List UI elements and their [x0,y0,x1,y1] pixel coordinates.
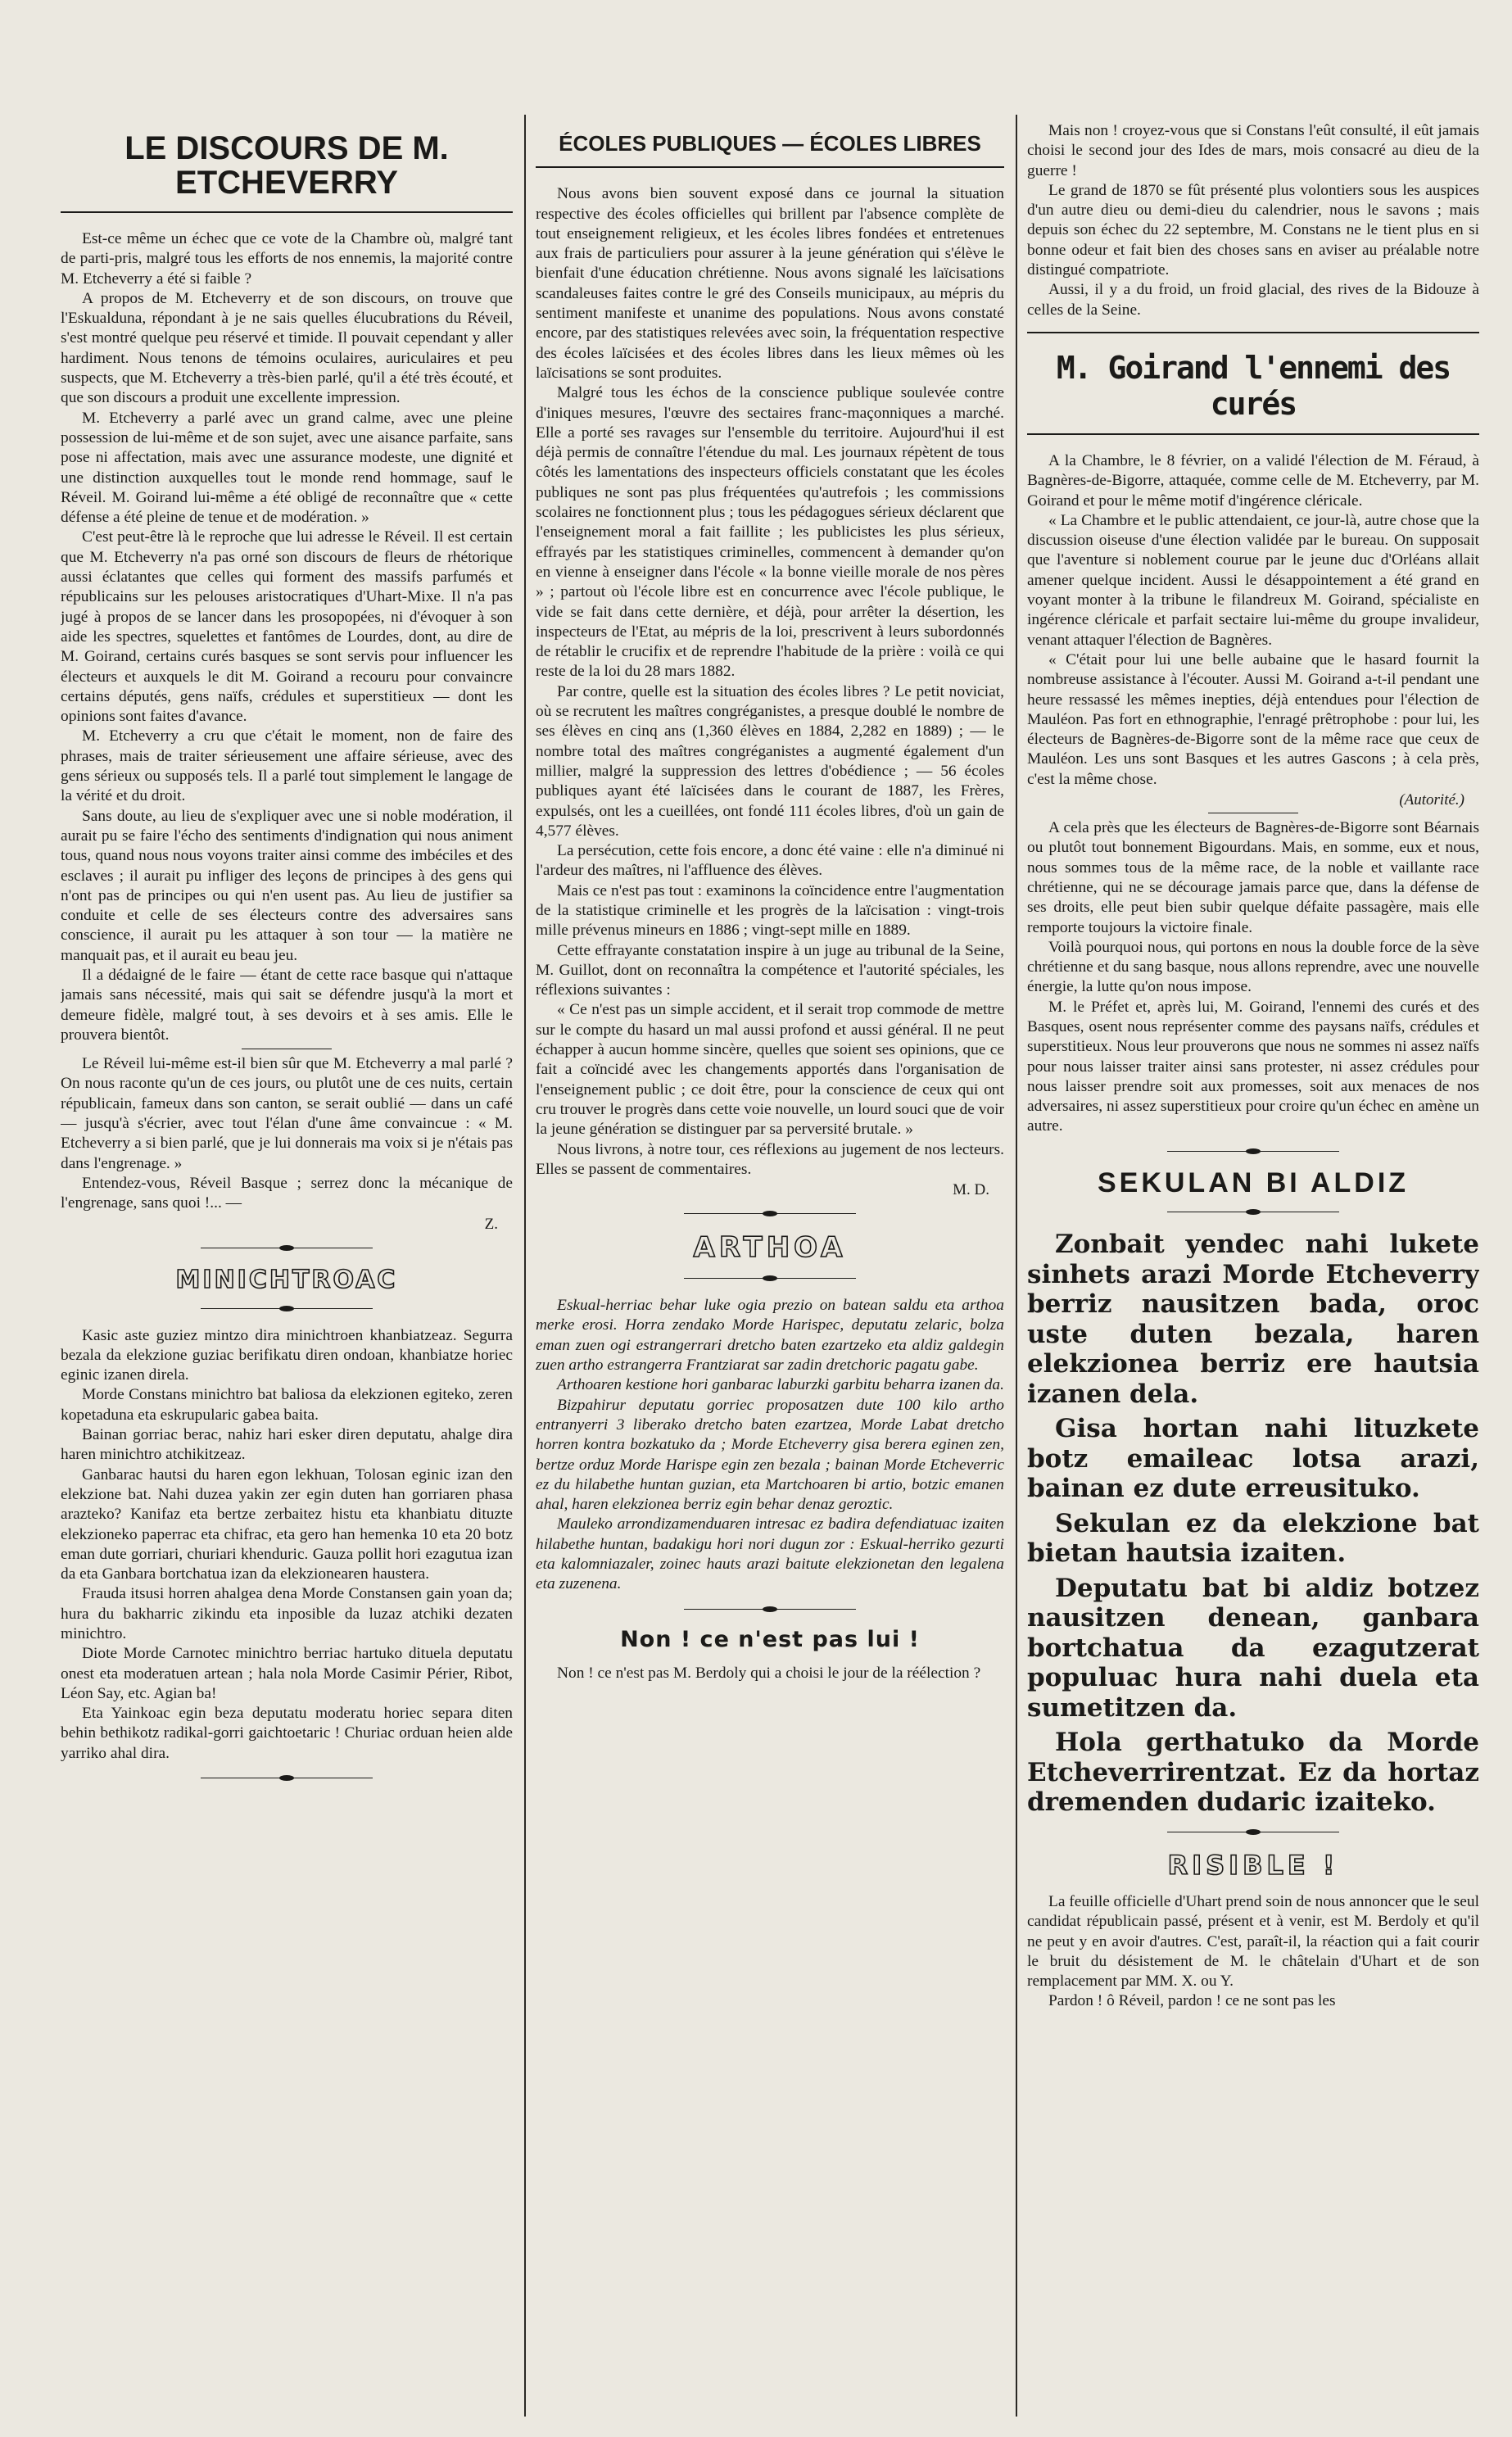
paragraph: M. Etcheverry a parlé avec un grand calme, avec une pleine possession de lui-même et de son sujet, avec une aisance parfaite, sans pose ni affectation, mais avec une assurance modeste, une dignité et une distinction auxquelles tout le monde rend hommage, sauf le Réveil. M. Goirand lui-même a été obligé de reconnaître que « cette défense a été pleine de tenue et de modération. » [61,409,513,527]
ornament-divider [201,1306,373,1311]
column-rule-left [524,115,526,2417]
article-title-ecoles: ÉCOLES PUBLIQUES — ÉCOLES LIBRES [559,131,981,156]
article-title-discours: LE DISCOURS DE M. ETCHEVERRY [124,130,449,201]
paragraph: Nous avons bien souvent exposé dans ce journal la situation respective des écoles officielles qui brillent par l'absence complète de tout enseignement religieux, et les écoles libres fondées et entretenues aux frais de particuliers pour assurer à la jeune génération qui s'élève le bienfait d'une éducation chrétienne. Nous avons signalé les laïcisations scandaleuses faites contre le gré des Conseils municipaux, au mépris du sentiment manifeste et unanime des populations. Nous avons constaté encore, par des statistiques relevées avec soin, la fréquentation respective des écoles laïcisées et des écoles libres dans les lieux mêmes où les laïcisations se sont produites. [536,185,1004,382]
ornament-divider [684,1606,856,1612]
paragraph: M. le Préfet et, après lui, M. Goirand, l'ennemi des curés et des Basques, osent nous représenter comme des paysans naïfs, crédules et superstitieux. Nous leur prouverons que nous ne sommes ni assez naïfs pour nous laisser traiter ainsi sans protester, ni assez crédules pour nous laisser prendre soit aux promesses, soit aux menaces de nos adversaires, ni assez superstitieux pour croire qu'un échec en amène un autre. [1027,998,1479,1135]
paragraph: A la Chambre, le 8 février, on a validé l'élection de M. Féraud, à Bagnères-de-Bigorre, attaquée, comme celle de M. Etcheverry, par M. Goirand et pour le même motif d'ingérence cléricale. [1027,451,1479,510]
paragraph: Diote Morde Carnotec minichtro berriac hartuko dituela deputatu onest eta moderatuen artean ; hala nola Morde Casimir Périer, Ribot, Léon Say, etc. Agian ba! [61,1645,513,1702]
paragraph: Sans doute, au lieu de s'expliquer avec une si noble modération, il aurait pu se faire l'écho des sentiments d'indignation qui nous animent tous, quand nous nous voyons traiter ainsi comme des imbéciles et des esclaves ; il aurait pu infliger des leçons de principes à des gens qui n'ont pas de principes ou qui n'en usent pas. Au lieu de justifier sa conduite et celle de ses électeurs contre des adversaires sans conscience, il aurait pu les attaquer à son tour — la matière ne manquait pas, et il aurait eu beau jeu. [61,807,513,964]
ornament-divider [1167,1148,1339,1154]
column-1 [61,115,513,1796]
title-rule [536,166,1004,168]
article-title-sekulan: SEKULAN BI ALDIZ [1097,1166,1410,1198]
paragraph: Eta Yainkoac egin beza deputatu moderatu horiec separa diten behin bethikotz radikal-gorri gaichtoetaric ! Churiac orduan heien alde yarriko ahal dira. [61,1705,513,1762]
big-paragraph: Gisa hortan nahi lituzkete botz emaileac lotsa arazi, bainan ez dute erreusituko. [1027,1414,1479,1504]
paragraph: « Ce n'est pas un simple accident, et il serait trop commode de mettre sur le compte du hasard un mal aussi profond et aussi général. Il ne peut échapper à aucun homme sincère, quelles que soient ses opinions, que ce fait a coïncidé avec les changements apportés dans l'organisation de l'enseignement public ; ce doit être, pour la conscience de ceux qui ont cru trouver le progrès dans cette voie nouvelle, un lourd souci que de voir la jeune génération se distinguer par sa perversité brutale. » [536,1001,1004,1139]
column-rule-right [1016,115,1017,2417]
paragraph: Nous livrons, à notre tour, ces réflexions au jugement de nos lecteurs. Elles se passent de commentaires. [536,1140,1004,1178]
paragraph: Mais non ! croyez-vous que si Constans l'eût consulté, il eût jamais choisi le second jour des Ides de mars, mois consacré au dieu de la guerre ! [1027,122,1479,179]
paragraph: Le grand de 1870 se fût présenté plus volontiers sous les auspices d'un autre dieu ou demi-dieu du calendrier, nous le savons ; mais depuis son échec du 22 septembre, M. Constans ne le tient plus en si bonne odeur et fait bien des choses sans en aviser au préalable notre distingué compatriote. [1027,181,1479,279]
paragraph: Morde Constans minichtro bat baliosa da elekzionen egiteko, zeren kopetaduna eta eskrupularic gabea baita. [61,1386,513,1424]
paragraph: Bainan gorriac berac, nahiz hari esker diren deputatu, ahalge dira haren minichtro atchikitzeaz. [61,1426,513,1464]
ornament-divider [201,1245,373,1251]
signature: Z. [484,1215,498,1233]
paragraph: Cette effrayante constatation inspire à un juge au tribunal de la Seine, M. Guillot, dont on reconnaîtra la compétence et l'autorité spéciales, les réflexions suivantes : [536,941,1004,999]
section-rule [1027,332,1479,333]
column-2 [536,115,1004,1683]
paragraph: Mauleko arrondizamenduaren intresac ez badira defendiatuac izaiten hilabethe huntan, badakigu hori nori dugun zor : Eskual-herriko gezurti eta kalomniazaler, zoinec hauts arazi baitute elekzionetan den legalena eta zuzenena. [536,1515,1004,1593]
paragraph: Pardon ! ô Réveil, pardon ! ce ne sont pas les [1048,1992,1336,2010]
paragraph: Bizpahirur deputatu gorriec proposatzen dute 100 kilo artho entranyerri 3 liberako dretcho baten ezartzea, Morde Labat dretcho horren kontra bozkatuko da ; Morde Etcheverry gisa berera eginen zen, bertze orduz Morde Harispe egin zen bezala ; bainan Morde Etcheverric ez du hilabethe huntan guzian, eta Martchoaren bi artio, botzic emanen ahal, haren elekzionea berriz egin behar denaz geroztic. [536,1396,1004,1514]
paragraph: Malgré tous les échos de la conscience publique soulevée contre d'iniques mesures, l'œuvre des sectaires franc-maçonniques a marché. Elle a porté ses ravages sur l'ensemble du territoire. Aujourd'hui il est déjà permis de connaître l'étendue du mal. Les journaux répètent de tous côtés les lamentations des inspecteurs officiels constatant que les écoles publiques ne sont pas plus fréquentées qu'autrefois ; les commissions scolaires ne fonctionnent plus ; tous les pédagogues sérieux déclarent que l'enseignement moral a fait faillite ; les publicistes les plus sérieux, effrayés par les statistiques criminelles, commencent à demander qu'on en vienne à enseigner dans l'école « la bonne vieille morale de nos pères » ; partout où l'école libre est en concurrence avec l'école publique, le vide se fait dans cette dernière, et déjà, pour arrêter la désertion, les inspecteurs de l'Etat, au mépris de la loi, prescrivent à leurs subordonnés de rétablir le crucifix et de reprendre l'habitude de la prière : voilà ce qui reste de la loi du 28 mars 1882. [536,384,1004,681]
big-paragraph: Zonbait yendec nahi lukete sinhets arazi Morde Etcheverry berriz nausitzen bada, oroc uste duten bezala, haren elekzionea berriz ere hautsia izanen dela. [1027,1230,1479,1409]
paragraph: Non ! ce n'est pas M. Berdoly qui a choisi le jour de la réélection ? [557,1664,981,1682]
paragraph: Ganbarac hautsi du haren egon lekhuan, Tolosan eginic izan den elekzione bat. Nahi duzea yakin zer egin duten han gorriaren phasa arazteko? Kanifaz eta bertze zerbaitez histu eta khanbiatu dituzte elekzioneko paperrac eta chifrac, eta gero han hemenka 10 eta 20 botz eman dute gorriari, churiari khenduric. Gauza pollit hori ezagutua izan da eta Ganbara bortchatua izan da elekzionearen haustera. [61,1465,513,1583]
article-title-goirand: M. Goirand l'ennemi des curés [1056,349,1451,422]
column-3 [1027,115,1479,2012]
article-title-risible: RISIBLE ! [1167,1849,1339,1881]
section-rule [1027,433,1479,435]
ornament-divider [201,1775,373,1781]
paragraph: « C'était pour lui une belle aubaine que le hasard fournit la nombreuse assistance à l'écouter. Aussi M. Goirand a-t-il pendant une heure ressassé les mêmes inepties, déjà entendues pour l'élection de Mauléon. Pas fort en ethnographie, l'enragé prêtrophobe : pour lui, les électeurs de Bagnères-de-Bigorre sont de la même race que ceux de Mauléon. Les uns sont Basques et les autres Gascons ; à cela près, c'est la même chose. [1027,650,1479,788]
paragraph: C'est peut-être là le reproche que lui adresse le Réveil. Il est certain que M. Etcheverry n'a pas orné son discours de fleurs de rhétorique aussi éclatantes que celles qui forment des massifs parfumés et républicains sur les pelouses aristocratiques d'Uhart-Mixe. Il n'a pas jugé à propos de se lancer dans les prosopopées, ni d'évoquer à son aide les spectres, squelettes et fantômes de Lourdes, dont, au dire de M. Goirand, certains curés basques se sont servis pour influencer les électeurs et auxquels le dit M. Goirand a recouru pour convaincre certains députés, gens naïfs, crédules et superstitieux — dont les opinions sont faites d'avance. [61,528,513,726]
paragraph: Il a dédaigné de le faire — étant de cette race basque qui n'attaque jamais sans nécessité, mais qui sait se défendre jusqu'à la mort et demeure fidèle, malgré tout, à ses devoirs et à ses amis. Elle le prouvera bientôt. [61,966,513,1044]
source-attribution: (Autorité.) [1399,791,1464,809]
paragraph: « La Chambre et le public attendaient, ce jour-là, autre chose que la discussion oiseuse d'une élection validée par le bureau. On supposait que l'aventure si noblement courue par le jeune duc d'Orléans allait amener quelque incident. Aussi le désappointement a été grand en voyant monter à la tribune le filandreux M. Goirand, spécialiste en ingérence cléricale et parfait sectaire lui-même du groupe invalideur, venant attaquer l'élection de Bagnères. [1027,511,1479,649]
paragraph: Par contre, quelle est la situation des écoles libres ? Le petit noviciat, où se recrutent les maîtres congréganistes, a presque doublé le nombre de ses élèves en cinq ans (1,360 élèves en 1884, 2,282 en 1889) ; — le nombre total des maîtres congréganistes a augmenté également d'un millier, malgré la suppression des lettres d'obédience ; — 56 écoles publiques ayant été laïcisées dans le courant de 1887, les Frères, expulsés, ont les a cueillées, ont fondé 111 écoles libres, d'où un gain de 4,577 élèves. [536,682,1004,840]
paragraph: Est-ce même un échec que ce vote de la Chambre où, malgré tant de parti-pris, malgré tous les efforts de nos ennemis, la majorité contre M. Etcheverry a été si faible ? [61,230,513,288]
ornament-divider [1167,1829,1339,1835]
big-paragraph: Hola gerthatuko da Morde Etcheverrirentzat. Ez da hortaz dremenden dudaric izaiteko. [1027,1728,1479,1818]
paragraph: La persécution, cette fois encore, a donc été vaine : elle n'a diminué ni l'ardeur des maîtres, ni l'affluence des élèves. [536,842,1004,880]
paragraph: Aussi, il y a du froid, un froid glacial, des rives de la Bidouze à celles de la Seine. [1027,281,1479,319]
paragraph: A propos de M. Etcheverry et de son discours, on trouve que l'Eskualduna, répondant à je ne sais quelles élucubrations du Réveil, s'est montré quelque peu réservé et timide. Il pouvait cependant y aller hardiment. Nous tenons de témoins oculaires, auriculaires et peu suspects, que M. Etcheverry a très-bien parlé, qu'il a été très écouté, et que son discours a produit une excellente impression. [61,289,513,407]
article-title-minichtroac: MINICHTROAC [175,1265,398,1294]
paragraph: Eskual-herriac behar luke ogia prezio on batean saldu eta arthoa merke erosi. Horra zendako Morde Harispec, deputatu zelaric, bolza eman zuen ogi estrangerrari dretcho baten ezartzeko eta aldiz galdegin zuen artho estrangerra Frantziarat sar zadin dretchoric pagatu gabe. [536,1297,1004,1375]
big-paragraph: Deputatu bat bi aldiz botzez nausitzen denean, ganbara bortchatua da ezagutzerat populuac hura nahi duela eta sumetitzen da. [1027,1573,1479,1723]
paragraph: Entendez-vous, Réveil Basque ; serrez donc la mécanique de l'engrenage, sans quoi !... — [61,1174,513,1212]
article-title-non: Non ! ce n'est pas lui ! [620,1626,920,1652]
article-title-arthoa: ARTHOA [693,1231,847,1265]
paragraph: Le Réveil lui-même est-il bien sûr que M. Etcheverry a mal parlé ? On nous raconte qu'un de ces jours, ou plutôt une de ces nuits, certain républicain, fameux dans son canton, se serait oublié — dans un café — jusqu'à s'écrier, avec tout l'élan d'une âme convaincue : « M. Etcheverry a si bien parlé, que je lui donnerais ma voix si je n'étais pas dans l'engrenage. » [61,1055,513,1172]
paragraph: Kasic aste guziez mintzo dira minichtroen khanbiatzeaz. Segurra bezala da elekzione guziac berifikatu diren ondoan, khanbiatze horiec eginic izanen direla. [61,1326,513,1384]
paragraph: A cela près que les électeurs de Bagnères-de-Bigorre sont Béarnais ou plutôt tout bonnement Bigourdans. Mais, en somme, eux et nous, nous sommes tous de la même race, de la noble et vaillante race chrétienne, qui ne se décourage jamais parce que, dans la défense de ses droits, elle peut bien subir quelque défaite passagère, mais elle remporte toujours la victoire finale. [1027,819,1479,936]
ornament-divider [1167,1209,1339,1215]
paragraph: Arthoaren kestione hori ganbarac laburzki garbitu beharra izanen da. [557,1376,1004,1394]
ornament-divider [684,1275,856,1281]
paragraph: M. Etcheverry a cru que c'était le moment, non de faire des phrases, mais de traiter sérieusement une affaire sérieuse, avec des gens sérieux ou supposés tels. Il a parlé tout simplement le langage de la vérité et du droit. [61,727,513,805]
paragraph: Mais ce n'est pas tout : examinons la coïncidence entre l'augmentation de la statistique criminelle et les progrès de la laïcisation : vingt-trois mille prévenus mineurs en 1886 ; vingt-sept mille en 1889. [536,881,1004,940]
paragraph: Voilà pourquoi nous, qui portons en nous la double force de la sève chrétienne et du sang basque, nous allons reprendre, avec une nouvelle énergie, la lutte qu'on nous impose. [1027,938,1479,996]
title-rule [61,211,513,213]
paragraph: Frauda itsusi horren ahalgea dena Morde Constansen gain yoan da; hura du bakharric zikindu eta inposible da luzaz atchiki dezaten minichtro. [61,1585,513,1642]
signature: M. D. [953,1181,989,1199]
ornament-divider [684,1211,856,1216]
big-paragraph: Sekulan ez da elekzione bat bietan hautsia izaiten. [1027,1508,1479,1569]
paragraph: La feuille officielle d'Uhart prend soin de nous annoncer que le seul candidat républicain passé, présent et à venir, est M. Berdoly et qu'il ne peut y en avoir d'autres. C'est, paraît-il, la réaction qui a fait courir le bruit du désistement de M. le châtelain d'Uhart et de son remplacement par MM. X. ou Y. [1027,1892,1479,1991]
